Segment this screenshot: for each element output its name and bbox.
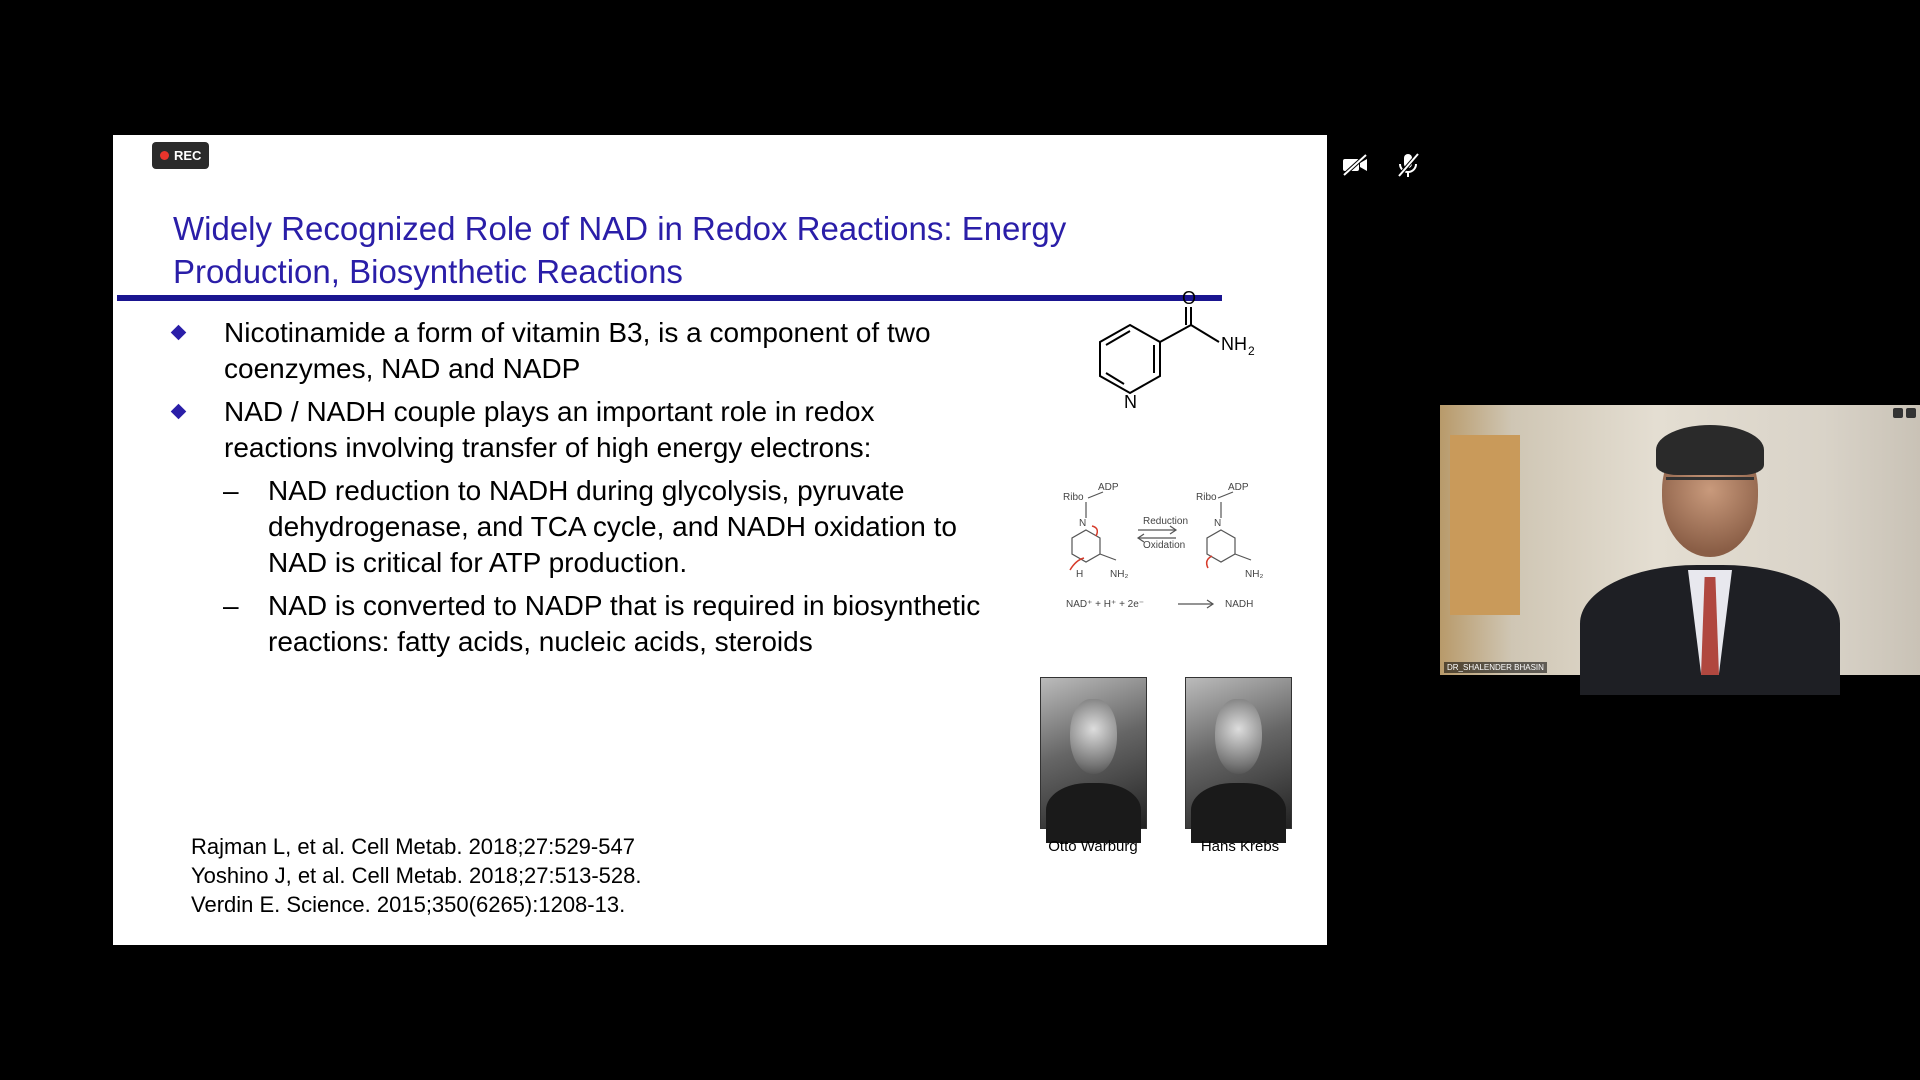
sub-bullet-line-1: NAD reduction to NADH during glycolysis, pyruvate (268, 475, 905, 506)
slide-title-line-2: Production, Biosynthetic Reactions (173, 253, 683, 290)
portrait-face (1070, 699, 1116, 774)
amine-label: NH (1221, 334, 1247, 354)
references (191, 832, 642, 919)
sub-bullet-dash: – (223, 475, 239, 506)
portrait-suit (1046, 783, 1141, 843)
recording-indicator (152, 142, 209, 169)
right-adp-label: ADP (1228, 482, 1249, 493)
diamond-bullet-icon (171, 325, 187, 341)
bullet-text-line-1: Nicotinamide a form of vitamin B3, is a component of two (224, 317, 931, 348)
presentation-slide (113, 135, 1327, 945)
slide-title-line-1: Widely Recognized Role of NAD in Redox Reactions: Energy (173, 210, 1067, 247)
bullet-text-line-1: NAD / NADH couple plays an important role in redox (224, 396, 875, 427)
sub-bullet-dash: – (223, 590, 239, 621)
reference-item: Yoshino J, et al. Cell Metab. 2018;27:513-528. (191, 863, 642, 888)
bullet-item (173, 394, 1073, 466)
sub-bullet-line-3: NAD is critical for ATP production. (268, 547, 688, 578)
sub-bullet-line-1: NAD is converted to NADP that is required in biosynthetic (268, 590, 981, 621)
reduction-label: Reduction (1143, 516, 1189, 527)
bullet-text-line-2: coenzymes, NAD and NADP (224, 353, 581, 384)
amine-subscript: 2 (1248, 344, 1255, 358)
webcam-tile-controls (1893, 408, 1916, 418)
reference-item: Rajman L, et al. Cell Metab. 2018;27:529-547 (191, 834, 635, 859)
sub-bullet-line-2: reactions: fatty acids, nucleic acids, steroids (268, 626, 813, 657)
hydride-label: H (1076, 569, 1084, 580)
photo-caption: Hans Krebs (1200, 838, 1280, 855)
photo-caption: Otto Warburg (1048, 838, 1138, 855)
diamond-bullet-icon (171, 404, 187, 420)
oxidation-label: Oxidation (1143, 540, 1186, 551)
mic-off-icon[interactable] (1393, 150, 1423, 180)
speaker-hair (1656, 425, 1764, 475)
webcam-video-tile[interactable] (1440, 405, 1920, 675)
recording-label: REC (174, 148, 202, 163)
title-underline (117, 295, 1222, 301)
tile-menu-icon[interactable] (1906, 408, 1916, 418)
equation-right: NADH (1225, 599, 1254, 610)
photo-hans-krebs (1185, 677, 1292, 829)
tile-option-icon[interactable] (1893, 408, 1903, 418)
nitrogen-label: N (1124, 392, 1137, 412)
portrait-face (1215, 699, 1261, 774)
sub-bullet-line-2: dehydrogenase, and TCA cycle, and NADH oxidation to (268, 511, 958, 542)
reference-item: Verdin E. Science. 2015;350(6265):1208-13. (191, 892, 626, 917)
bullet-text-line-2: reactions involving transfer of high energy electrons: (224, 432, 872, 463)
record-dot-icon (160, 151, 169, 160)
bullet-item (173, 315, 1073, 387)
nad-nadh-redox-diagram (1058, 480, 1298, 615)
sub-bullet-item (223, 588, 1143, 660)
right-ribo-label: Ribo (1196, 492, 1217, 503)
right-nitrogen-label: N (1214, 518, 1222, 529)
right-amine-label: NH₂ (1245, 569, 1264, 580)
participant-name: DR_SHALENDER BHASIN (1444, 662, 1547, 673)
slide-title (173, 207, 1173, 293)
photo-otto-warburg (1040, 677, 1147, 829)
left-adp-label: ADP (1098, 482, 1119, 493)
webcam-wall-panel (1450, 435, 1520, 615)
equation-left: NAD⁺ + H⁺ + 2e⁻ (1066, 599, 1145, 610)
oxygen-label: O (1182, 288, 1197, 308)
left-ribo-label: Ribo (1063, 492, 1084, 503)
nicotinamide-structure (1073, 288, 1273, 430)
video-off-icon[interactable] (1340, 150, 1370, 180)
portrait-suit (1191, 783, 1286, 843)
sub-bullet-item (223, 473, 1143, 581)
left-amine-label: NH₂ (1110, 569, 1129, 580)
left-nitrogen-label: N (1079, 518, 1087, 529)
speaker-glasses (1666, 477, 1754, 498)
